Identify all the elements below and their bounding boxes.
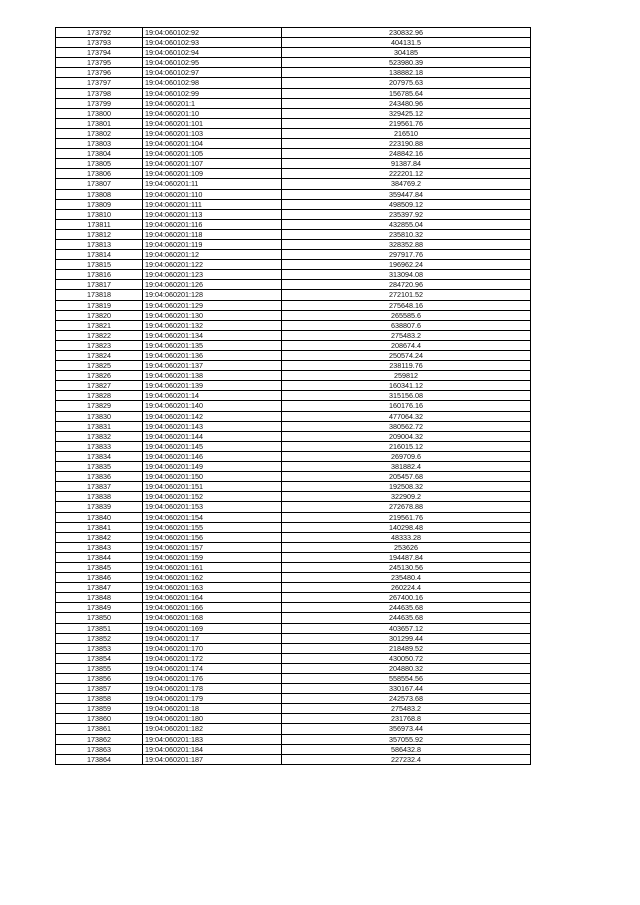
row-id-cell: 173848 xyxy=(56,593,143,603)
cadastral-number-cell: 19:04:060201:174 xyxy=(143,663,282,673)
value-cell: 272678.88 xyxy=(282,502,531,512)
row-id-cell: 173842 xyxy=(56,532,143,542)
cadastral-number-cell: 19:04:060201:116 xyxy=(143,219,282,229)
value-cell: 301299.44 xyxy=(282,633,531,643)
row-id-cell: 173861 xyxy=(56,724,143,734)
table-row xyxy=(56,552,531,562)
row-id-cell: 173846 xyxy=(56,573,143,583)
cadastral-number-cell: 19:04:060201:132 xyxy=(143,320,282,330)
row-id-cell: 173834 xyxy=(56,451,143,461)
table-row xyxy=(56,290,531,300)
value-cell: 219561.76 xyxy=(282,118,531,128)
table-row xyxy=(56,239,531,249)
cadastral-number-cell: 19:04:060201:11 xyxy=(143,179,282,189)
data-sheet xyxy=(55,27,531,765)
row-id-cell: 173805 xyxy=(56,159,143,169)
table-row xyxy=(56,128,531,138)
value-cell: 315156.08 xyxy=(282,391,531,401)
value-cell: 269709.6 xyxy=(282,451,531,461)
value-cell: 329425.12 xyxy=(282,108,531,118)
row-id-cell: 173793 xyxy=(56,38,143,48)
row-id-cell: 173829 xyxy=(56,401,143,411)
value-cell: 138882.18 xyxy=(282,68,531,78)
table-row xyxy=(56,411,531,421)
value-cell: 304185 xyxy=(282,48,531,58)
table-row xyxy=(56,704,531,714)
value-cell: 250574.24 xyxy=(282,351,531,361)
value-cell: 244635.68 xyxy=(282,603,531,613)
table-row xyxy=(56,734,531,744)
cadastral-number-cell: 19:04:060201:155 xyxy=(143,522,282,532)
table-row xyxy=(56,58,531,68)
row-id-cell: 173812 xyxy=(56,229,143,239)
value-cell: 194487.84 xyxy=(282,552,531,562)
table-row xyxy=(56,320,531,330)
cadastral-number-cell: 19:04:060201:176 xyxy=(143,674,282,684)
value-cell: 275648.16 xyxy=(282,300,531,310)
row-id-cell: 173854 xyxy=(56,653,143,663)
row-id-cell: 173831 xyxy=(56,421,143,431)
table-row xyxy=(56,653,531,663)
cadastral-number-cell: 19:04:060201:178 xyxy=(143,684,282,694)
table-row xyxy=(56,532,531,542)
table-body xyxy=(56,28,531,765)
table-row xyxy=(56,381,531,391)
cadastral-number-cell: 19:04:060201:17 xyxy=(143,633,282,643)
cadastral-number-cell: 19:04:060102:93 xyxy=(143,38,282,48)
cadastral-number-cell: 19:04:060201:105 xyxy=(143,149,282,159)
table-row xyxy=(56,401,531,411)
value-cell: 313094.08 xyxy=(282,270,531,280)
value-cell: 205457.68 xyxy=(282,472,531,482)
table-row xyxy=(56,421,531,431)
value-cell: 275483.2 xyxy=(282,330,531,340)
value-cell: 384769.2 xyxy=(282,179,531,189)
table-row xyxy=(56,441,531,451)
value-cell: 216510 xyxy=(282,128,531,138)
cadastral-number-cell: 19:04:060201:163 xyxy=(143,583,282,593)
cadastral-number-cell: 19:04:060102:92 xyxy=(143,28,282,38)
value-cell: 235810.32 xyxy=(282,229,531,239)
value-cell: 265585.6 xyxy=(282,310,531,320)
table-row xyxy=(56,88,531,98)
row-id-cell: 173847 xyxy=(56,583,143,593)
row-id-cell: 173804 xyxy=(56,149,143,159)
cadastral-number-cell: 19:04:060201:111 xyxy=(143,199,282,209)
cadastral-number-cell: 19:04:060201:126 xyxy=(143,280,282,290)
cadastral-number-cell: 19:04:060201:154 xyxy=(143,512,282,522)
table-row xyxy=(56,209,531,219)
row-id-cell: 173860 xyxy=(56,714,143,724)
table-row xyxy=(56,68,531,78)
value-cell: 192508.32 xyxy=(282,482,531,492)
table-row xyxy=(56,118,531,128)
row-id-cell: 173862 xyxy=(56,734,143,744)
table-row xyxy=(56,28,531,38)
value-cell: 260224.4 xyxy=(282,583,531,593)
table-row xyxy=(56,674,531,684)
cadastral-number-cell: 19:04:060201:162 xyxy=(143,573,282,583)
row-id-cell: 173823 xyxy=(56,340,143,350)
cadastral-number-cell: 19:04:060201:109 xyxy=(143,169,282,179)
cadastral-number-cell: 19:04:060201:143 xyxy=(143,421,282,431)
value-cell: 284720.96 xyxy=(282,280,531,290)
row-id-cell: 173820 xyxy=(56,310,143,320)
table-row xyxy=(56,593,531,603)
value-cell: 638807.6 xyxy=(282,320,531,330)
value-cell: 498509.12 xyxy=(282,199,531,209)
table-row xyxy=(56,48,531,58)
cadastral-number-cell: 19:04:060201:107 xyxy=(143,159,282,169)
table-row xyxy=(56,371,531,381)
table-row xyxy=(56,462,531,472)
table-row xyxy=(56,189,531,199)
row-id-cell: 173864 xyxy=(56,754,143,764)
row-id-cell: 173817 xyxy=(56,280,143,290)
table-row xyxy=(56,340,531,350)
row-id-cell: 173792 xyxy=(56,28,143,38)
value-cell: 477064.32 xyxy=(282,411,531,421)
cadastral-number-cell: 19:04:060102:95 xyxy=(143,58,282,68)
table-row xyxy=(56,472,531,482)
cadastral-number-cell: 19:04:060201:145 xyxy=(143,441,282,451)
cadastral-number-cell: 19:04:060102:98 xyxy=(143,78,282,88)
table-row xyxy=(56,38,531,48)
cadastral-number-cell: 19:04:060201:119 xyxy=(143,239,282,249)
cadastral-number-cell: 19:04:060201:113 xyxy=(143,209,282,219)
value-cell: 207975.63 xyxy=(282,78,531,88)
cadastral-number-cell: 19:04:060201:166 xyxy=(143,603,282,613)
row-id-cell: 173809 xyxy=(56,199,143,209)
cadastral-number-cell: 19:04:060201:164 xyxy=(143,593,282,603)
table-row xyxy=(56,219,531,229)
value-cell: 160176.16 xyxy=(282,401,531,411)
row-id-cell: 173801 xyxy=(56,118,143,128)
value-cell: 432855.04 xyxy=(282,219,531,229)
value-cell: 218489.52 xyxy=(282,643,531,653)
cadastral-number-cell: 19:04:060201:168 xyxy=(143,613,282,623)
table-row xyxy=(56,280,531,290)
cadastral-number-cell: 19:04:060201:10 xyxy=(143,108,282,118)
table-row xyxy=(56,613,531,623)
row-id-cell: 173858 xyxy=(56,694,143,704)
row-id-cell: 173856 xyxy=(56,674,143,684)
row-id-cell: 173835 xyxy=(56,462,143,472)
table-row xyxy=(56,754,531,764)
table-row xyxy=(56,78,531,88)
row-id-cell: 173836 xyxy=(56,472,143,482)
table-row xyxy=(56,663,531,673)
value-cell: 322909.2 xyxy=(282,492,531,502)
value-cell: 204880.32 xyxy=(282,663,531,673)
cadastral-number-cell: 19:04:060201:14 xyxy=(143,391,282,401)
row-id-cell: 173838 xyxy=(56,492,143,502)
cadastral-number-cell: 19:04:060201:135 xyxy=(143,340,282,350)
row-id-cell: 173808 xyxy=(56,189,143,199)
value-cell: 230832.96 xyxy=(282,28,531,38)
table-row xyxy=(56,573,531,583)
row-id-cell: 173832 xyxy=(56,431,143,441)
cadastral-number-cell: 19:04:060102:99 xyxy=(143,88,282,98)
value-cell: 275483.2 xyxy=(282,704,531,714)
value-cell: 156785.64 xyxy=(282,88,531,98)
value-cell: 209004.32 xyxy=(282,431,531,441)
table-row xyxy=(56,351,531,361)
table-row xyxy=(56,603,531,613)
row-id-cell: 173799 xyxy=(56,98,143,108)
cadastral-number-cell: 19:04:060201:101 xyxy=(143,118,282,128)
table-row xyxy=(56,512,531,522)
row-id-cell: 173822 xyxy=(56,330,143,340)
table-row xyxy=(56,391,531,401)
row-id-cell: 173855 xyxy=(56,663,143,673)
cadastral-number-cell: 19:04:060201:129 xyxy=(143,300,282,310)
value-cell: 245130.56 xyxy=(282,562,531,572)
row-id-cell: 173821 xyxy=(56,320,143,330)
cadastral-value-table xyxy=(55,27,531,765)
value-cell: 381882.4 xyxy=(282,462,531,472)
row-id-cell: 173814 xyxy=(56,250,143,260)
value-cell: 357055.92 xyxy=(282,734,531,744)
row-id-cell: 173800 xyxy=(56,108,143,118)
value-cell: 216015.12 xyxy=(282,441,531,451)
value-cell: 359447.84 xyxy=(282,189,531,199)
row-id-cell: 173851 xyxy=(56,623,143,633)
value-cell: 48333.28 xyxy=(282,532,531,542)
value-cell: 196962.24 xyxy=(282,260,531,270)
table-row xyxy=(56,522,531,532)
cadastral-number-cell: 19:04:060201:146 xyxy=(143,451,282,461)
row-id-cell: 173806 xyxy=(56,169,143,179)
cadastral-number-cell: 19:04:060201:103 xyxy=(143,128,282,138)
row-id-cell: 173802 xyxy=(56,128,143,138)
value-cell: 227232.4 xyxy=(282,754,531,764)
cadastral-number-cell: 19:04:060201:152 xyxy=(143,492,282,502)
row-id-cell: 173839 xyxy=(56,502,143,512)
value-cell: 208674.4 xyxy=(282,340,531,350)
table-row xyxy=(56,330,531,340)
cadastral-number-cell: 19:04:060201:150 xyxy=(143,472,282,482)
value-cell: 248842.16 xyxy=(282,149,531,159)
value-cell: 330167.44 xyxy=(282,684,531,694)
table-row xyxy=(56,270,531,280)
table-row xyxy=(56,714,531,724)
cadastral-number-cell: 19:04:060201:184 xyxy=(143,744,282,754)
table-row xyxy=(56,199,531,209)
value-cell: 140298.48 xyxy=(282,522,531,532)
row-id-cell: 173798 xyxy=(56,88,143,98)
row-id-cell: 173811 xyxy=(56,219,143,229)
row-id-cell: 173844 xyxy=(56,552,143,562)
cadastral-number-cell: 19:04:060201:180 xyxy=(143,714,282,724)
value-cell: 380562.72 xyxy=(282,421,531,431)
table-row xyxy=(56,361,531,371)
cadastral-number-cell: 19:04:060201:151 xyxy=(143,482,282,492)
value-cell: 558554.56 xyxy=(282,674,531,684)
row-id-cell: 173810 xyxy=(56,209,143,219)
row-id-cell: 173826 xyxy=(56,371,143,381)
value-cell: 235397.92 xyxy=(282,209,531,219)
value-cell: 523980.39 xyxy=(282,58,531,68)
table-row xyxy=(56,623,531,633)
cadastral-number-cell: 19:04:060201:179 xyxy=(143,694,282,704)
cadastral-number-cell: 19:04:060201:170 xyxy=(143,643,282,653)
cadastral-number-cell: 19:04:060201:139 xyxy=(143,381,282,391)
row-id-cell: 173859 xyxy=(56,704,143,714)
value-cell: 219561.76 xyxy=(282,512,531,522)
table-row xyxy=(56,179,531,189)
value-cell: 267400.16 xyxy=(282,593,531,603)
row-id-cell: 173853 xyxy=(56,643,143,653)
cadastral-number-cell: 19:04:060201:12 xyxy=(143,250,282,260)
cadastral-number-cell: 19:04:060201:157 xyxy=(143,542,282,552)
row-id-cell: 173857 xyxy=(56,684,143,694)
cadastral-number-cell: 19:04:060201:18 xyxy=(143,704,282,714)
value-cell: 235480.4 xyxy=(282,573,531,583)
value-cell: 356973.44 xyxy=(282,724,531,734)
table-row xyxy=(56,724,531,734)
row-id-cell: 173819 xyxy=(56,300,143,310)
table-row xyxy=(56,744,531,754)
value-cell: 243480.96 xyxy=(282,98,531,108)
row-id-cell: 173813 xyxy=(56,239,143,249)
table-row xyxy=(56,482,531,492)
table-row xyxy=(56,583,531,593)
cadastral-number-cell: 19:04:060201:144 xyxy=(143,431,282,441)
value-cell: 272101.52 xyxy=(282,290,531,300)
table-row xyxy=(56,451,531,461)
row-id-cell: 173828 xyxy=(56,391,143,401)
value-cell: 238119.76 xyxy=(282,361,531,371)
row-id-cell: 173850 xyxy=(56,613,143,623)
cadastral-number-cell: 19:04:060201:104 xyxy=(143,139,282,149)
table-row xyxy=(56,431,531,441)
table-row xyxy=(56,542,531,552)
cadastral-number-cell: 19:04:060201:161 xyxy=(143,562,282,572)
table-row xyxy=(56,139,531,149)
value-cell: 259812 xyxy=(282,371,531,381)
value-cell: 244635.68 xyxy=(282,613,531,623)
table-row xyxy=(56,633,531,643)
cadastral-number-cell: 19:04:060201:1 xyxy=(143,98,282,108)
row-id-cell: 173794 xyxy=(56,48,143,58)
value-cell: 253626 xyxy=(282,542,531,552)
cadastral-number-cell: 19:04:060201:172 xyxy=(143,653,282,663)
cadastral-number-cell: 19:04:060201:130 xyxy=(143,310,282,320)
row-id-cell: 173816 xyxy=(56,270,143,280)
cadastral-number-cell: 19:04:060201:149 xyxy=(143,462,282,472)
cadastral-number-cell: 19:04:060201:136 xyxy=(143,351,282,361)
row-id-cell: 173840 xyxy=(56,512,143,522)
value-cell: 430050.72 xyxy=(282,653,531,663)
cadastral-number-cell: 19:04:060201:137 xyxy=(143,361,282,371)
table-row xyxy=(56,229,531,239)
cadastral-number-cell: 19:04:060201:110 xyxy=(143,189,282,199)
row-id-cell: 173824 xyxy=(56,351,143,361)
value-cell: 242573.68 xyxy=(282,694,531,704)
cadastral-number-cell: 19:04:060102:97 xyxy=(143,68,282,78)
row-id-cell: 173815 xyxy=(56,260,143,270)
value-cell: 297917.76 xyxy=(282,250,531,260)
row-id-cell: 173796 xyxy=(56,68,143,78)
value-cell: 223190.88 xyxy=(282,139,531,149)
table-row xyxy=(56,684,531,694)
cadastral-number-cell: 19:04:060201:142 xyxy=(143,411,282,421)
row-id-cell: 173818 xyxy=(56,290,143,300)
row-id-cell: 173827 xyxy=(56,381,143,391)
table-row xyxy=(56,300,531,310)
row-id-cell: 173852 xyxy=(56,633,143,643)
row-id-cell: 173807 xyxy=(56,179,143,189)
row-id-cell: 173803 xyxy=(56,139,143,149)
value-cell: 404131.5 xyxy=(282,38,531,48)
cadastral-number-cell: 19:04:060201:122 xyxy=(143,260,282,270)
table-row xyxy=(56,98,531,108)
value-cell: 91387.84 xyxy=(282,159,531,169)
row-id-cell: 173825 xyxy=(56,361,143,371)
table-row xyxy=(56,169,531,179)
cadastral-number-cell: 19:04:060201:140 xyxy=(143,401,282,411)
row-id-cell: 173833 xyxy=(56,441,143,451)
table-row xyxy=(56,492,531,502)
row-id-cell: 173830 xyxy=(56,411,143,421)
cadastral-number-cell: 19:04:060201:159 xyxy=(143,552,282,562)
row-id-cell: 173797 xyxy=(56,78,143,88)
cadastral-number-cell: 19:04:060201:128 xyxy=(143,290,282,300)
value-cell: 403657.12 xyxy=(282,623,531,633)
cadastral-number-cell: 19:04:060201:156 xyxy=(143,532,282,542)
row-id-cell: 173843 xyxy=(56,542,143,552)
cadastral-number-cell: 19:04:060102:94 xyxy=(143,48,282,58)
cadastral-number-cell: 19:04:060201:118 xyxy=(143,229,282,239)
table-row xyxy=(56,562,531,572)
cadastral-number-cell: 19:04:060201:138 xyxy=(143,371,282,381)
row-id-cell: 173863 xyxy=(56,744,143,754)
cadastral-number-cell: 19:04:060201:134 xyxy=(143,330,282,340)
table-row xyxy=(56,694,531,704)
cadastral-number-cell: 19:04:060201:153 xyxy=(143,502,282,512)
value-cell: 222201.12 xyxy=(282,169,531,179)
table-row xyxy=(56,643,531,653)
row-id-cell: 173841 xyxy=(56,522,143,532)
table-row xyxy=(56,260,531,270)
cadastral-number-cell: 19:04:060201:187 xyxy=(143,754,282,764)
table-row xyxy=(56,159,531,169)
row-id-cell: 173849 xyxy=(56,603,143,613)
cadastral-number-cell: 19:04:060201:183 xyxy=(143,734,282,744)
table-row xyxy=(56,149,531,159)
table-row xyxy=(56,250,531,260)
row-id-cell: 173837 xyxy=(56,482,143,492)
cadastral-number-cell: 19:04:060201:123 xyxy=(143,270,282,280)
cadastral-number-cell: 19:04:060201:169 xyxy=(143,623,282,633)
value-cell: 160341.12 xyxy=(282,381,531,391)
value-cell: 231768.8 xyxy=(282,714,531,724)
table-row xyxy=(56,310,531,320)
table-row xyxy=(56,502,531,512)
row-id-cell: 173845 xyxy=(56,562,143,572)
table-row xyxy=(56,108,531,118)
value-cell: 586432.8 xyxy=(282,744,531,754)
cadastral-number-cell: 19:04:060201:182 xyxy=(143,724,282,734)
value-cell: 328352.88 xyxy=(282,239,531,249)
row-id-cell: 173795 xyxy=(56,58,143,68)
